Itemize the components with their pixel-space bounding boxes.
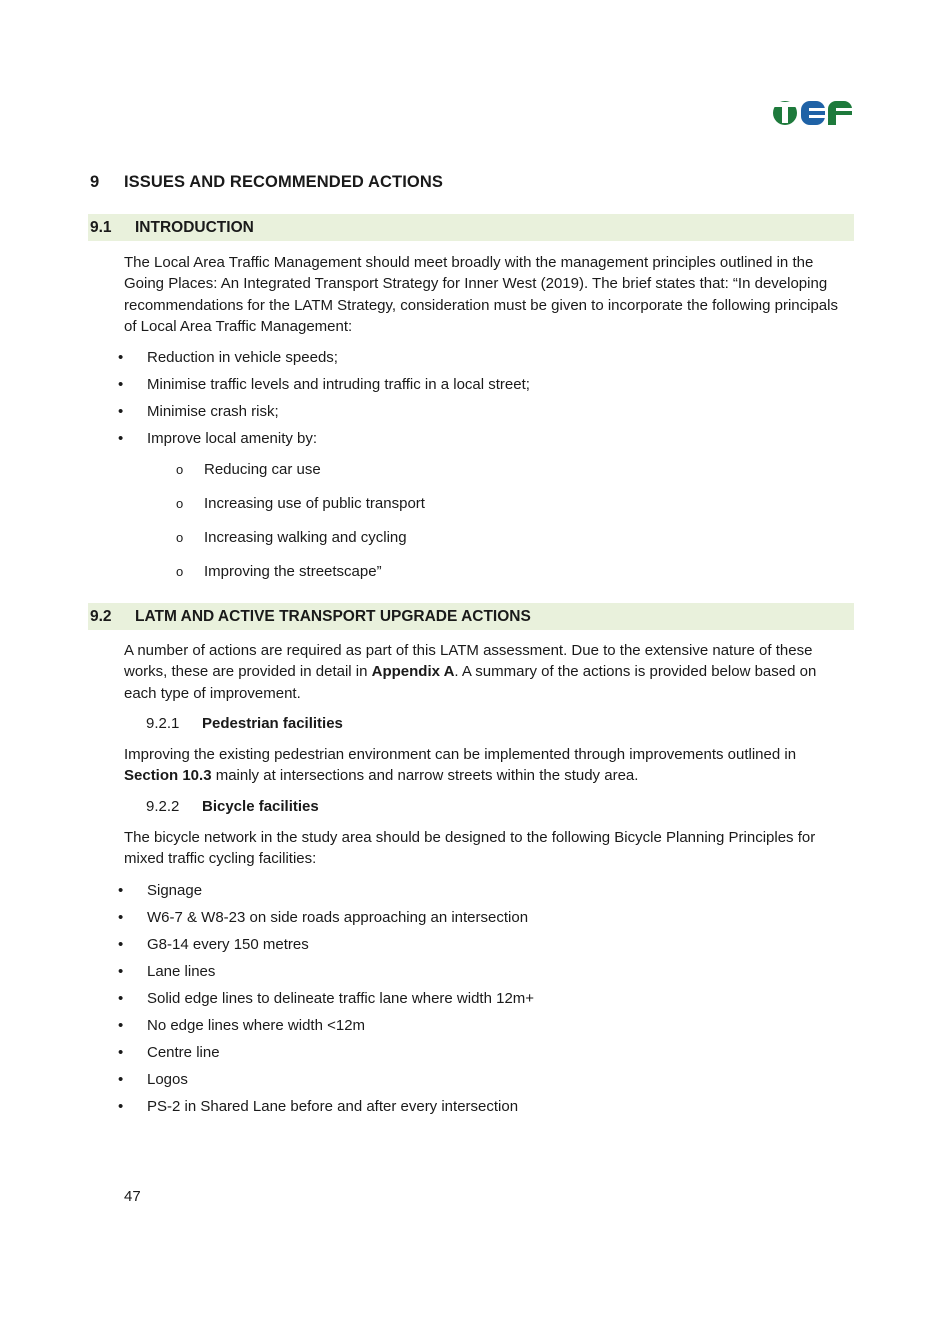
bullet-icon: •: [118, 1071, 124, 1088]
bullet-icon: •: [118, 403, 124, 420]
bullet-icon: •: [118, 936, 124, 953]
circle-bullet-icon: o: [176, 496, 184, 511]
subsection-number: 9.2: [90, 608, 112, 625]
bullet-icon: •: [118, 990, 124, 1007]
actions-paragraph: A number of actions are required as part of this LATM assessment. Due to the extensive nature of these works, these are provided in detail in Appendix A. A summary of the actions is provided below based on each type of improvement.: [124, 642, 817, 702]
section-heading: [90, 173, 443, 192]
bullet-icon: •: [118, 1017, 124, 1034]
bullet-icon: •: [118, 963, 124, 980]
subsubsection-heading-9-2-1: 9.2.1 Pedestrian facilities: [146, 715, 343, 732]
subsection-title: LATM AND ACTIVE TRANSPORT UPGRADE ACTIONS: [135, 608, 531, 625]
appendix-reference: Appendix A: [371, 663, 455, 681]
subsection-heading-9-1: [88, 214, 854, 241]
bullet-icon: •: [118, 909, 124, 926]
tef-logo: [772, 96, 854, 130]
logo-letter-f: [828, 101, 852, 125]
circle-bullet-icon: o: [176, 462, 184, 477]
bullet-icon: •: [118, 882, 124, 899]
section-number: 9: [90, 173, 100, 191]
page-number: 47: [124, 1188, 141, 1205]
bullet-icon: •: [118, 349, 124, 366]
circle-bullet-icon: o: [176, 530, 184, 545]
bullet-icon: •: [118, 1044, 124, 1061]
circle-bullet-icon: o: [176, 564, 184, 579]
subsubsection-heading-9-2-2: 9.2.2 Bicycle facilities: [146, 798, 319, 815]
logo-letter-e: [801, 101, 825, 125]
logo-letter-t: [773, 101, 797, 125]
bullet-icon: •: [118, 376, 124, 393]
bicycle-paragraph: The bicycle network in the study area should be designed to the following Bicycle Planning Principles for mixed traffic cycling facilities:: [124, 829, 816, 868]
bullet-icon: •: [118, 430, 124, 447]
subsection-number: 9.1: [90, 219, 112, 236]
intro-paragraph: The Local Area Traffic Management should meet broadly with the management principles outlined in the Going Places: An Integrated Transport Strategy for Inner West (2019). The brief states that: “In developing recommendations for the LATM Strategy, consideration must be given to incorporate the following principals of Local Area Traffic Management:: [124, 254, 838, 335]
subsection-title: INTRODUCTION: [135, 219, 254, 236]
section-title: ISSUES AND RECOMMENDED ACTIONS: [124, 173, 443, 191]
section-reference: Section 10.3: [124, 767, 212, 785]
bullet-icon: •: [118, 1098, 124, 1115]
subsection-heading-9-2: [88, 603, 854, 630]
pedestrian-paragraph: Improving the existing pedestrian environment can be implemented through improvements outlined in Section 10.3 mainly at intersections and narrow streets within the study area.: [124, 746, 797, 785]
